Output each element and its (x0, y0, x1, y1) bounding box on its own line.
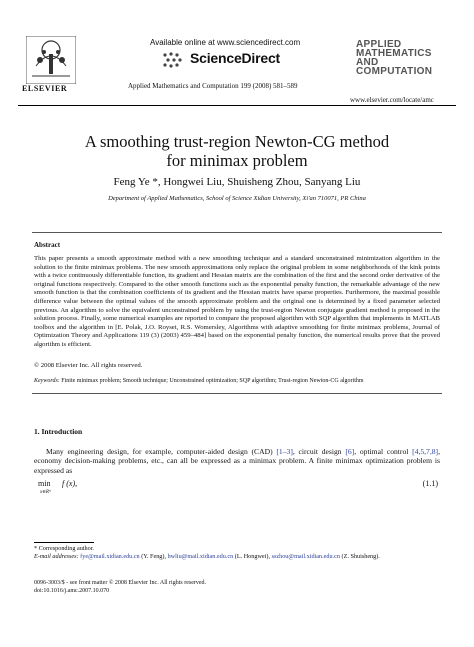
email-owner: (Z. Shuisheng). (341, 553, 380, 561)
doi-line[interactable]: doi:10.1016/j.amc.2007.10.070 (34, 587, 110, 594)
header-divider (18, 105, 456, 106)
available-online-text: Available online at www.sciencedirect.com (150, 38, 301, 47)
journal-logo-line: APPLIED (356, 39, 402, 50)
reference-link[interactable]: [6] (345, 447, 355, 456)
journal-citation: Applied Mathematics and Computation 199 (2008) 581–589 (128, 82, 298, 90)
footnotes (34, 545, 444, 562)
equation-subscript: x∈Rⁿ (40, 490, 51, 495)
equation-1-1 (34, 479, 440, 501)
sciencedirect-logo: ScienceDirect (190, 50, 281, 66)
email-label: E-mail addresses: (34, 553, 79, 561)
intro-paragraph (34, 447, 440, 475)
footnote-rule (34, 542, 94, 543)
keywords (34, 378, 444, 384)
reference-link[interactable]: [1–3] (276, 447, 293, 456)
journal-logo-line: MATHEMATICS (356, 48, 432, 59)
keywords-label: Keywords: (34, 378, 60, 384)
equation-expression: f (x), (62, 479, 78, 488)
email-owner: (L. Hongwei), (234, 553, 271, 561)
abstract-body: This paper presents a smooth approximate method with a new smoothing technique and a standard unconstrained minimization algorithm in the solution to the finite minimax problems. The new smooth approximations only replace the original problem in some neighborhoods of the kink points with a twice continuously differentiable function, its gradient and Hessian matrix are the combination of the first and the second order derivative of the original functions respectively. Compared to the other smooth functions such as the exponential penalty function, the remarkable advantage of the new smooth function is that the combination coefficients of its gradient and the Hessian matrix have sparse properties. Furthermore, the maximal possible difference value between the optimal values of the smooth approximate problem and the original one is determined by a fixed parameter selected previous. An algorithm to solve the equivalent unconstrained problem by using the trust-region Newton conjugate gradient method is proposed in the solution process. Finally, some numerical examples are reported to compare the proposed algorithm with SQP algorithm that implements in MATLAB toolbox and the algorithm in [E. Polak, J.O. Royset, R.S. Womersley, Algorithms with adaptive smoothing for finite minimax problems, Journal of Optimization Theory and Applications 119 (3) (2003) 459–484] based on the exponential penalty function, the numerical results prove that the proved algorithm is efficient. (34, 255, 440, 348)
journal-logo-line: AND (356, 57, 379, 68)
title-line-2: for minimax problem (166, 151, 308, 170)
issn-doi-block (34, 580, 206, 595)
journal-logo (356, 40, 446, 86)
email-link[interactable]: hwliu@mail.xidian.edu.cn (167, 553, 234, 561)
equation-min: min (38, 479, 51, 488)
publisher-name: ELSEVIER (22, 84, 68, 93)
section-heading: 1. Introduction (34, 427, 83, 436)
para-text: , economy decision-making problems, etc., can all be expressed as a minimax problem. A finite minimax optimization problem is expressed as (34, 447, 440, 475)
email-link[interactable]: sszhou@mail.xidian.edu.cn (271, 553, 340, 561)
affiliation: Department of Applied Mathematics, School of Science Xidian University, Xi'an 710071, PR China (108, 195, 366, 202)
para-text: , circuit design (292, 447, 346, 456)
email-link[interactable]: fye@mail.xidian.edu.cn (80, 553, 140, 561)
copyright-notice: © 2008 Elsevier Inc. All rights reserved. (34, 362, 143, 369)
journal-logo-line: COMPUTATION (356, 66, 433, 77)
article-title (30, 132, 444, 170)
corresponding-author-note: * Corresponding author. (34, 545, 94, 552)
email-addresses (34, 553, 444, 561)
equation-number: (1.1) (422, 479, 438, 488)
reference-link[interactable]: [4,5,7,8] (412, 447, 439, 456)
para-text: , optimal control (354, 447, 413, 456)
issn-line: 0096-3003/$ - see front matter © 2008 Elsevier Inc. All rights reserved. (34, 580, 207, 586)
journal-url-link[interactable]: www.elsevier.com/locate/amc (350, 96, 434, 104)
email-owner: (Y. Feng), (141, 553, 167, 561)
abstract-top-rule (32, 232, 442, 233)
authors: Feng Ye *, Hongwei Liu, Shuisheng Zhou, Sanyang Liu (113, 176, 361, 188)
sciencedirect-dots-icon (161, 51, 187, 69)
title-line-1: A smoothing trust-region Newton-CG method (84, 132, 390, 151)
keywords-list: Finite minimax problem; Smooth technique; Unconstrained optimization; SQP algorithm; Trust-region Newton-CG algorithm (61, 378, 364, 384)
abstract-heading: Abstract (34, 241, 61, 249)
abstract-bottom-rule (32, 393, 442, 394)
para-text: Many engineering design, for example, computer-aided design (CAD) (46, 447, 277, 456)
